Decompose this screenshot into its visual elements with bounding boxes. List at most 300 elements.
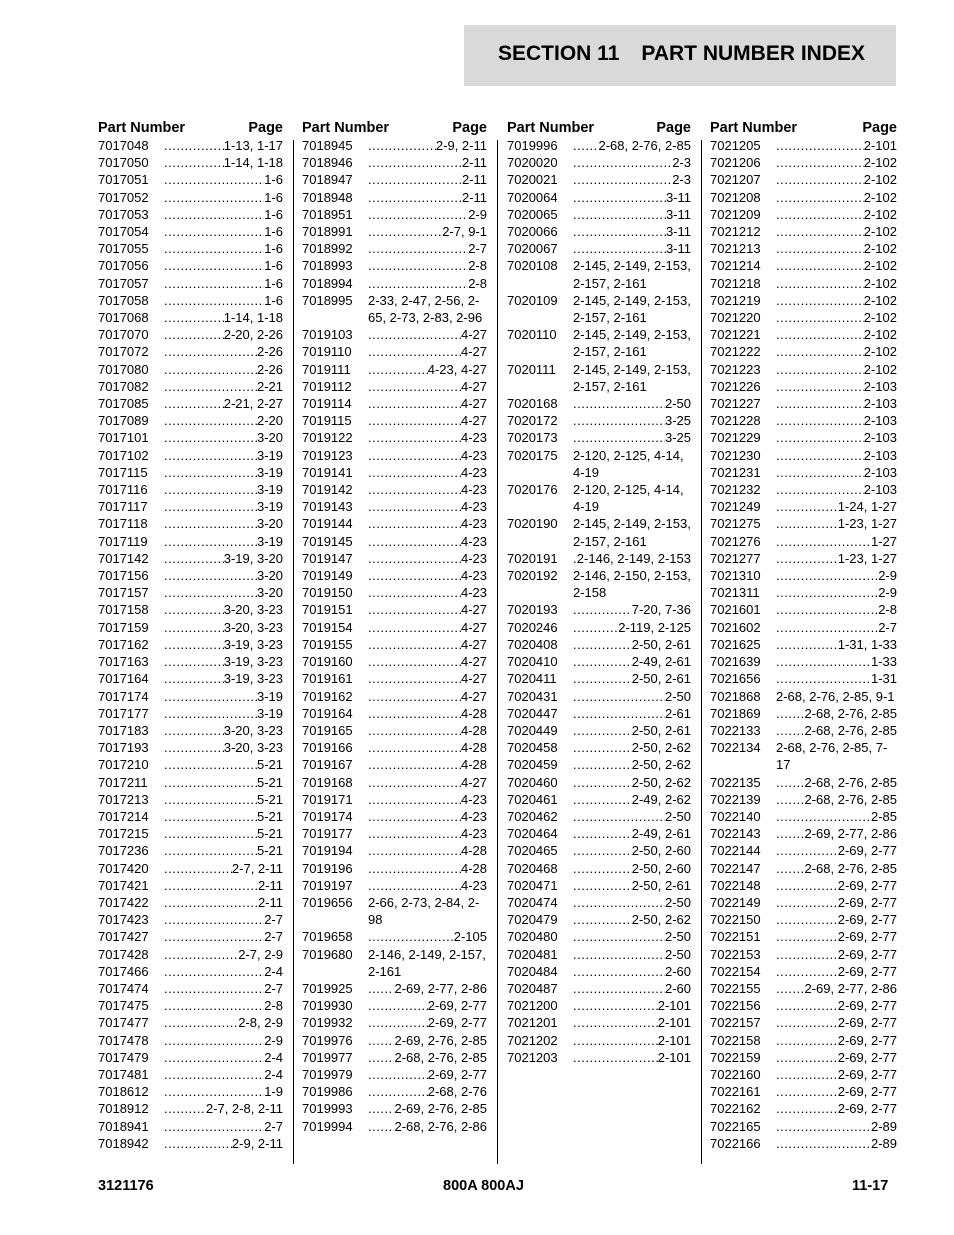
part-number: 7019167 — [302, 757, 353, 773]
index-entry — [507, 206, 691, 223]
dot-leader — [573, 739, 632, 756]
part-number: 7019986 — [302, 1084, 353, 1100]
index-entry — [98, 171, 283, 188]
page-references: 2-69, 2-77 — [837, 1066, 897, 1082]
part-number: 7021310 — [710, 568, 761, 584]
dot-leader — [368, 1100, 394, 1117]
part-number: 7019149 — [302, 568, 353, 584]
index-entry — [710, 240, 897, 257]
part-number: 7022147 — [710, 860, 761, 876]
part-number: 7017174 — [98, 688, 149, 704]
dot-leader — [164, 567, 257, 584]
page-references: 1-6 — [264, 258, 283, 274]
page-references: 2-69, 2-77 — [837, 946, 897, 962]
part-number: 7017210 — [98, 757, 149, 773]
dot-leader — [368, 1083, 428, 1100]
part-number: 7017478 — [98, 1032, 149, 1048]
index-entry — [98, 877, 283, 894]
index-entry — [98, 481, 283, 498]
dot-leader — [164, 429, 257, 446]
part-number: 7021227 — [710, 396, 761, 412]
page-references: 3-11 — [665, 206, 691, 222]
index-entry — [710, 928, 897, 945]
part-number: 7020109 — [507, 292, 558, 308]
index-entry — [710, 1066, 897, 1083]
page-references: 2-103 — [863, 464, 897, 480]
page-references: 2-20 — [256, 413, 283, 429]
page-references: 1-13, 1-17 — [223, 138, 283, 153]
index-entry — [710, 206, 897, 223]
part-number: 7017177 — [98, 705, 149, 721]
index-entry — [507, 1014, 691, 1031]
page-references: 5-21 — [256, 808, 283, 824]
part-number: 7021214 — [710, 258, 761, 274]
page-references: 2-50, 2-61 — [631, 671, 691, 687]
page-references: 2-68, 2-76, 2-85 — [804, 705, 897, 721]
page-references: 1-14, 1-18 — [223, 155, 283, 171]
index-entry — [302, 533, 487, 550]
part-number: 7017056 — [98, 258, 149, 274]
page-references: 2-69, 2-77 — [837, 1032, 897, 1048]
part-number: 7020110 — [507, 327, 557, 343]
page-references: 2-7 — [878, 619, 897, 635]
index-entry — [98, 223, 283, 240]
dot-leader — [368, 567, 461, 584]
index-entry — [710, 412, 897, 429]
part-number: 7019154 — [302, 619, 353, 635]
index-entry — [710, 292, 897, 309]
part-number: 7022135 — [710, 774, 761, 790]
index-entry — [302, 447, 487, 464]
dot-leader — [776, 378, 864, 395]
part-number: 7022155 — [710, 980, 761, 996]
page-references: 4-28 — [460, 705, 487, 721]
page-references: 2-103 — [863, 430, 897, 446]
dot-leader — [164, 670, 224, 687]
part-number: 7019979 — [302, 1066, 353, 1082]
dot-leader — [164, 877, 258, 894]
dot-leader — [164, 361, 257, 378]
index-entry — [98, 240, 283, 257]
index-entry — [98, 309, 283, 326]
dot-leader — [573, 774, 632, 791]
page-references: 2-119, 2-125 — [618, 619, 691, 635]
part-number: 7022159 — [710, 1049, 761, 1065]
page-references: 2-102 — [863, 361, 897, 377]
part-number: 7017213 — [98, 791, 149, 807]
index-entry — [302, 946, 487, 980]
page-references: 2-50, 2-61 — [631, 636, 691, 652]
part-number: 7017117 — [98, 499, 148, 515]
dot-leader — [776, 395, 864, 412]
page-references: 2-102 — [863, 241, 897, 257]
part-number: 7017163 — [98, 654, 149, 670]
index-entry — [507, 326, 691, 360]
page-references: 2-4 — [264, 1049, 283, 1065]
part-number: 7019930 — [302, 998, 353, 1014]
part-number: 7021208 — [710, 189, 761, 205]
index-entry — [302, 1083, 487, 1100]
dot-leader — [368, 808, 461, 825]
page-heading: Page — [656, 120, 691, 136]
dot-leader — [368, 275, 468, 292]
index-entry — [710, 1014, 897, 1031]
part-number: 7022149 — [710, 894, 761, 910]
part-number: 7020431 — [507, 688, 558, 704]
index-entry — [98, 584, 283, 601]
index-entry — [98, 756, 283, 773]
index-entry — [98, 257, 283, 274]
index-entry — [710, 326, 897, 343]
dot-leader — [776, 946, 838, 963]
page-references: 2-50 — [664, 946, 691, 962]
page-references: 4-27 — [460, 688, 487, 704]
index-entry — [302, 515, 487, 532]
part-number: 7020479 — [507, 912, 558, 928]
index-entry — [98, 946, 283, 963]
page-references: 2-89 — [870, 1135, 897, 1151]
part-number: 7017474 — [98, 980, 149, 996]
dot-leader — [573, 1032, 658, 1049]
part-number: 7022151 — [710, 929, 761, 945]
index-entry — [710, 963, 897, 980]
page-references: 2-7, 2-8, 2-11 — [205, 1101, 283, 1117]
page-references: 4-27 — [460, 344, 487, 360]
index-entry — [302, 1014, 487, 1031]
dot-leader — [164, 791, 257, 808]
dot-leader — [164, 533, 257, 550]
dot-leader — [776, 1032, 838, 1049]
index-entry — [98, 429, 283, 446]
page-references: 2-145, 2-149, 2-153, 2-157, 2-161 — [573, 361, 691, 394]
index-entry — [710, 481, 897, 498]
index-entry — [710, 533, 897, 550]
index-entry — [710, 343, 897, 360]
dot-leader — [368, 223, 442, 240]
page-references: 2-102 — [863, 189, 897, 205]
page-references: 2-69, 2-77 — [837, 877, 897, 893]
index-entry — [98, 343, 283, 360]
page-references: 4-27 — [460, 774, 487, 790]
dot-leader — [573, 756, 632, 773]
dot-leader — [776, 653, 871, 670]
index-entry — [302, 980, 487, 997]
dot-leader — [164, 412, 257, 429]
dot-leader — [776, 498, 838, 515]
part-number: 7021228 — [710, 413, 761, 429]
index-entry — [710, 171, 897, 188]
page-references: 2-26 — [256, 361, 283, 377]
part-number: 7022156 — [710, 998, 761, 1014]
part-number: 7017420 — [98, 860, 149, 876]
page-references: 2-102 — [863, 224, 897, 240]
dot-leader — [164, 1066, 264, 1083]
index-entry — [507, 412, 691, 429]
part-number: 7022134 — [710, 740, 761, 756]
part-number: 7019150 — [302, 585, 353, 601]
part-number: 7019142 — [302, 482, 353, 498]
dot-leader — [776, 275, 864, 292]
index-entry — [302, 395, 487, 412]
part-number: 7022157 — [710, 1015, 761, 1031]
part-number: 7019993 — [302, 1101, 353, 1117]
page-references: 2-85 — [870, 808, 897, 824]
dot-leader — [368, 670, 461, 687]
part-number: 7020193 — [507, 602, 558, 618]
page-references: 4-23 — [460, 791, 487, 807]
page-references: 2-60 — [664, 963, 691, 979]
page-references: 2-120, 2-125, 4-14, 4-19 — [573, 482, 684, 515]
page-references: 3-20, 3-23 — [223, 602, 283, 618]
part-number: 7022143 — [710, 826, 761, 842]
dot-leader — [573, 1014, 658, 1031]
index-entry — [507, 688, 691, 705]
dot-leader — [573, 171, 672, 188]
index-entry — [302, 326, 487, 343]
index-entry — [302, 1049, 487, 1066]
index-entry — [98, 860, 283, 877]
page-references: 2-102 — [863, 155, 897, 171]
section-header — [464, 25, 896, 86]
part-number: 7019155 — [302, 636, 353, 652]
page-references: 2-11 — [461, 172, 487, 188]
page-references: 2-11 — [461, 155, 487, 171]
dot-leader — [368, 980, 394, 997]
part-number: 7019145 — [302, 533, 353, 549]
part-number: 7020447 — [507, 705, 558, 721]
part-number: 7022144 — [710, 843, 761, 859]
part-number: 7017058 — [98, 292, 149, 308]
dot-leader — [164, 722, 224, 739]
index-entry — [98, 997, 283, 1014]
dot-leader — [573, 395, 665, 412]
dot-leader — [573, 619, 618, 636]
dot-leader — [368, 825, 461, 842]
page-references: 1-31 — [870, 671, 897, 687]
index-entry — [710, 894, 897, 911]
index-entry — [507, 928, 691, 945]
dot-leader — [368, 412, 461, 429]
part-number: 7017051 — [98, 172, 149, 188]
dot-leader — [573, 963, 665, 980]
part-number: 7017102 — [98, 447, 149, 463]
index-entry — [98, 842, 283, 859]
part-number: 7022161 — [710, 1084, 761, 1100]
index-entry — [710, 860, 897, 877]
part-number: 7017142 — [98, 550, 149, 566]
dot-leader — [368, 137, 436, 154]
page-references: 2-102 — [863, 310, 897, 326]
index-column-2 — [302, 117, 487, 1135]
dot-leader — [776, 154, 864, 171]
index-entry — [710, 189, 897, 206]
page-references: 2-69, 2-77 — [837, 1084, 897, 1100]
page-references: 4-23 — [460, 550, 487, 566]
index-entry — [302, 361, 487, 378]
page-references: 2-8 — [468, 275, 487, 291]
part-number: 7021222 — [710, 344, 761, 360]
part-number: 7022148 — [710, 877, 761, 893]
part-number: 7021201 — [507, 1015, 558, 1031]
index-entry — [98, 1014, 283, 1031]
page-number: 11-17 — [852, 1178, 889, 1194]
page-references: 4-27 — [460, 671, 487, 687]
index-entry — [98, 137, 283, 154]
page-references: 4-23 — [460, 877, 487, 893]
page-references: 2-7 — [264, 980, 283, 996]
dot-leader — [164, 206, 264, 223]
index-entry — [98, 292, 283, 309]
dot-leader — [776, 584, 878, 601]
index-entry — [710, 911, 897, 928]
index-entry — [710, 997, 897, 1014]
part-number: 7017085 — [98, 396, 149, 412]
index-entry — [710, 653, 897, 670]
part-number: 7020462 — [507, 808, 558, 824]
page-references: 2-8 — [264, 998, 283, 1014]
index-entry — [302, 653, 487, 670]
page-references: 2-68, 2-76, 2-85 — [598, 138, 691, 153]
index-entry — [507, 481, 691, 515]
index-entry — [710, 946, 897, 963]
part-number: 7019996 — [507, 138, 558, 153]
part-number: 7020474 — [507, 894, 558, 910]
index-column-1 — [98, 117, 283, 1152]
part-number: 7020192 — [507, 568, 558, 584]
index-entry — [710, 1049, 897, 1066]
dot-leader — [368, 429, 461, 446]
part-number: 7017422 — [98, 894, 149, 910]
index-entry — [302, 756, 487, 773]
page-references: 2-50 — [664, 808, 691, 824]
index-entry — [98, 206, 283, 223]
index-entry — [98, 412, 283, 429]
page-references: 2-7 — [264, 929, 283, 945]
part-number: 7017193 — [98, 740, 149, 756]
part-number: 7021625 — [710, 636, 761, 652]
dot-leader — [776, 980, 804, 997]
part-number: 7021220 — [710, 310, 761, 326]
part-number: 7017116 — [98, 482, 148, 498]
page-references: 2-7 — [264, 1118, 283, 1134]
dot-leader — [776, 361, 864, 378]
dot-leader — [573, 825, 632, 842]
page-references: 2-69, 2-77 — [837, 843, 897, 859]
index-entry — [507, 1032, 691, 1049]
dot-leader — [776, 240, 864, 257]
index-entry — [507, 395, 691, 412]
page-references: 1-23, 1-27 — [837, 550, 897, 566]
dot-leader — [776, 1118, 871, 1135]
part-number: 7018942 — [98, 1135, 149, 1151]
dot-leader — [368, 550, 461, 567]
dot-leader — [368, 481, 461, 498]
part-number: 7021209 — [710, 206, 761, 222]
dot-leader — [164, 395, 224, 412]
index-entry — [710, 1135, 897, 1152]
part-number: 7021276 — [710, 533, 761, 549]
dot-leader — [776, 206, 864, 223]
part-number: 7019147 — [302, 550, 353, 566]
page-references: 3-25 — [664, 413, 691, 429]
page-references: 4-23 — [460, 533, 487, 549]
part-number: 7021219 — [710, 292, 761, 308]
index-entry — [710, 825, 897, 842]
dot-leader — [164, 137, 224, 154]
page-references: 1-24, 1-27 — [837, 499, 897, 515]
part-number: 7017477 — [98, 1015, 149, 1031]
page-references: 4-23 — [460, 568, 487, 584]
dot-leader — [368, 171, 462, 188]
dot-leader — [776, 791, 804, 808]
index-entry — [710, 688, 897, 705]
index-entry — [710, 1032, 897, 1049]
index-entry — [507, 240, 691, 257]
index-entry — [710, 447, 897, 464]
dot-leader — [164, 860, 232, 877]
part-number: 7021202 — [507, 1032, 558, 1048]
part-number: 7020460 — [507, 774, 558, 790]
dot-leader — [776, 1083, 838, 1100]
part-number: 7017072 — [98, 344, 149, 360]
part-number: 7020168 — [507, 396, 558, 412]
part-number: 7020464 — [507, 826, 558, 842]
page-references: 3-20 — [256, 568, 283, 584]
index-entry — [98, 980, 283, 997]
index-entry — [302, 1100, 487, 1117]
dot-leader — [776, 670, 871, 687]
dot-leader — [164, 464, 257, 481]
dot-leader — [368, 774, 461, 791]
page-references: 2-11 — [257, 877, 283, 893]
dot-leader — [164, 240, 264, 257]
part-number: 7019103 — [302, 327, 353, 343]
page-references: 2-69, 2-77, 2-86 — [804, 980, 897, 996]
index-entry — [302, 739, 487, 756]
dot-leader — [776, 292, 864, 309]
part-number: 7018946 — [302, 155, 353, 171]
part-number: 7020458 — [507, 740, 558, 756]
index-entry — [507, 515, 691, 549]
dot-leader — [573, 894, 665, 911]
page-references: 4-23 — [460, 826, 487, 842]
dot-leader — [368, 1049, 394, 1066]
index-entry — [507, 756, 691, 773]
part-number: 7019168 — [302, 774, 353, 790]
part-number: 7020066 — [507, 224, 558, 240]
dot-leader — [776, 533, 871, 550]
page-references: 2-69, 2-76, 2-85 — [394, 1101, 487, 1117]
index-entry — [710, 1118, 897, 1135]
page-references: 4-23 — [460, 808, 487, 824]
part-number: 7017183 — [98, 722, 149, 738]
index-entry — [98, 567, 283, 584]
page-references: 2-69, 2-77 — [427, 998, 487, 1014]
page-references: 2-146, 2-150, 2-153, 2-158 — [573, 568, 691, 601]
index-entry — [302, 877, 487, 894]
index-entry — [710, 429, 897, 446]
dot-leader — [164, 1100, 206, 1117]
index-entry — [507, 619, 691, 636]
part-number: 7017479 — [98, 1049, 149, 1065]
index-entry — [507, 171, 691, 188]
part-number: 7018948 — [302, 189, 353, 205]
page-references: 3-19, 3-23 — [223, 636, 283, 652]
index-entry — [507, 567, 691, 601]
part-number: 7018994 — [302, 275, 353, 291]
part-number: 7020173 — [507, 430, 558, 446]
page-references: 3-20, 3-23 — [223, 722, 283, 738]
